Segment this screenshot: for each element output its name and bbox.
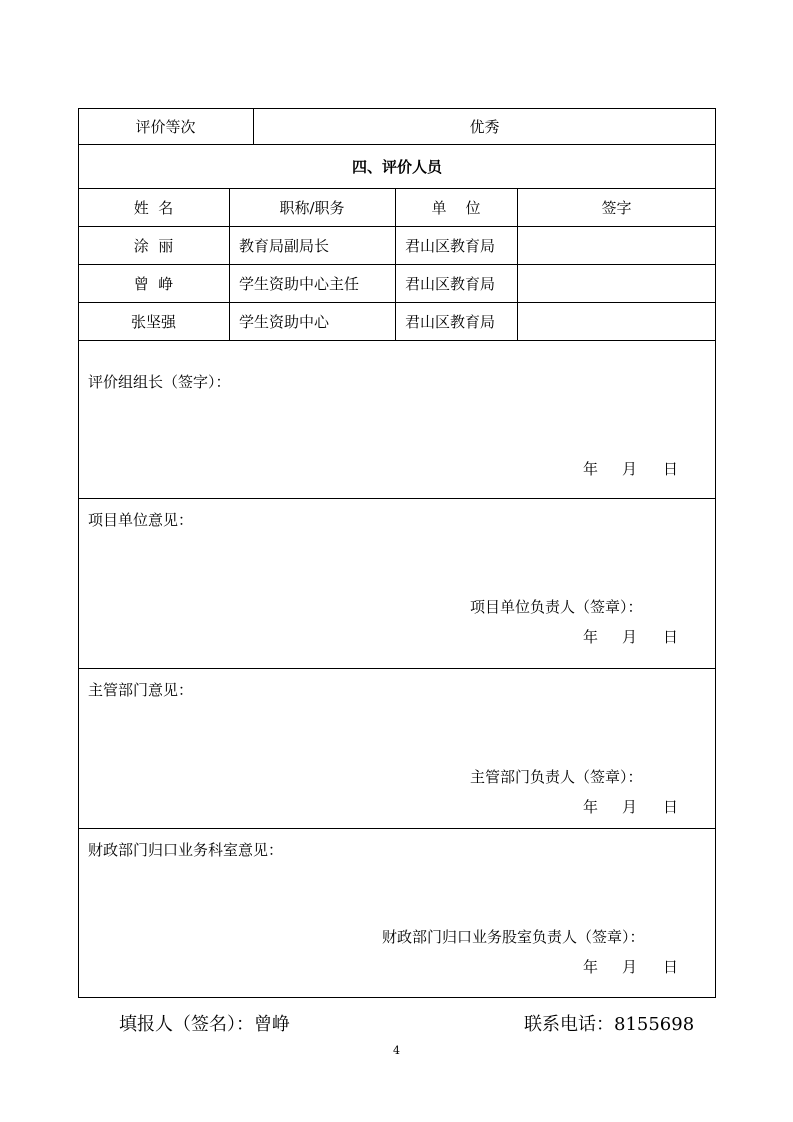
date-month: 月 <box>622 460 638 478</box>
header-title: 职称/职务 <box>279 198 345 217</box>
grade-label: 评价等次 <box>135 117 196 136</box>
divider <box>78 498 716 499</box>
project-unit-opinion-label: 项目单位意见： <box>88 511 194 529</box>
finance-sign-label: 财政部门归口业务股室负责人（签章）： <box>382 928 645 946</box>
evaluator-name: 涂 丽 <box>133 236 174 255</box>
date-year: 年 <box>583 628 599 646</box>
dept-opinion-label: 主管部门意见： <box>88 681 194 699</box>
header-unit: 单 位 <box>431 198 481 217</box>
date-month: 月 <box>622 958 638 976</box>
divider <box>78 340 716 341</box>
evaluator-title: 教育局副局长 <box>239 236 330 255</box>
evaluator-unit: 君山区教育局 <box>405 274 496 293</box>
date-year: 年 <box>583 460 599 478</box>
evaluator-signature[interactable] <box>517 226 716 264</box>
evaluator-name: 张坚强 <box>130 312 176 331</box>
date-day: 日 <box>663 628 679 646</box>
header-signature: 签字 <box>601 198 632 217</box>
date-day: 日 <box>663 798 679 816</box>
page-number: 4 <box>393 1044 400 1057</box>
header-name: 姓 名 <box>133 198 174 217</box>
evaluator-signature[interactable] <box>517 264 716 302</box>
evaluator-signature[interactable] <box>517 302 716 340</box>
evaluator-title: 学生资助中心 <box>239 312 330 331</box>
section-title: 四、评价人员 <box>351 157 442 176</box>
contact-phone: 联系电话：8155698 <box>524 1014 695 1035</box>
finance-opinion-label: 财政部门归口业务科室意见： <box>88 841 284 859</box>
project-unit-sign-label: 项目单位负责人（签章）： <box>470 598 643 616</box>
evaluator-unit: 君山区教育局 <box>405 312 496 331</box>
divider <box>78 668 716 669</box>
date-day: 日 <box>663 460 679 478</box>
date-month: 月 <box>622 628 638 646</box>
evaluator-name: 曾 峥 <box>133 274 174 293</box>
date-year: 年 <box>583 798 599 816</box>
dept-sign-label: 主管部门负责人（签章）： <box>470 768 643 786</box>
date-month: 月 <box>622 798 638 816</box>
evaluator-title: 学生资助中心主任 <box>239 274 360 293</box>
evaluator-unit: 君山区教育局 <box>405 236 496 255</box>
leader-signature-label: 评价组组长（签字）： <box>88 373 231 391</box>
date-year: 年 <box>583 958 599 976</box>
grade-value: 优秀 <box>469 117 500 136</box>
date-day: 日 <box>663 958 679 976</box>
divider <box>78 828 716 829</box>
filler-signature: 填报人（签名）：曾峥 <box>119 1014 290 1035</box>
